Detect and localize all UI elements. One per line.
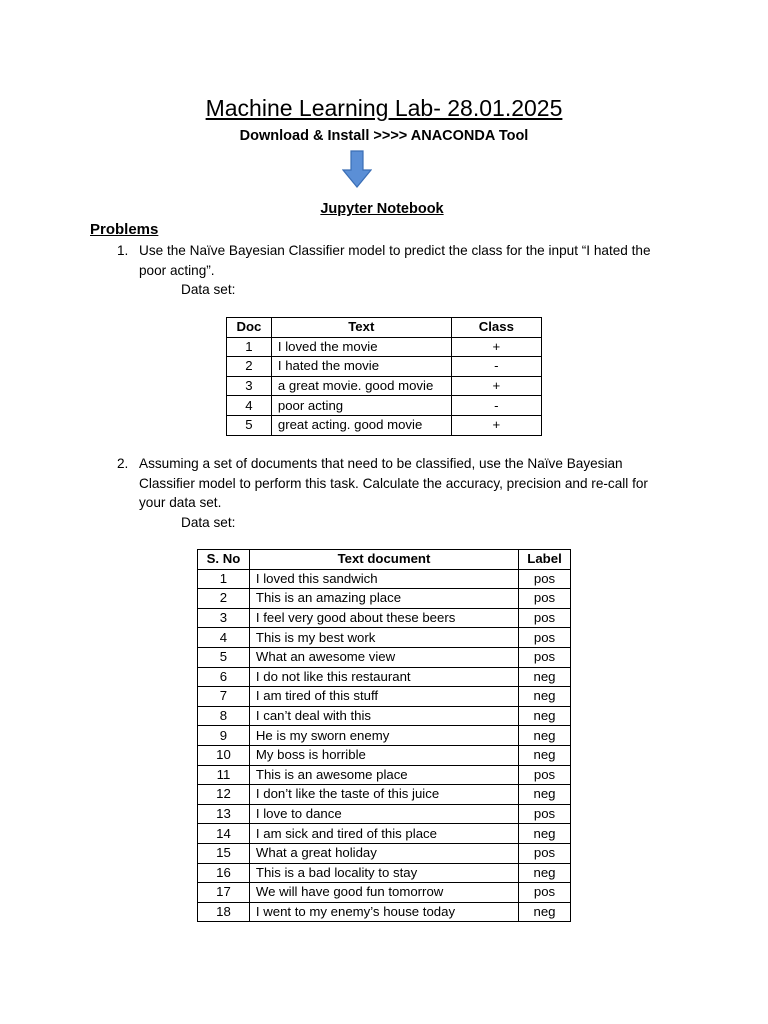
cell-class: - — [451, 396, 541, 416]
cell-sno: 6 — [198, 667, 250, 687]
cell-sno: 18 — [198, 902, 250, 922]
cell-text-document: What a great holiday — [249, 843, 518, 863]
table-row — [198, 569, 571, 589]
table-row — [198, 863, 571, 883]
cell-class: + — [451, 415, 541, 435]
cell-label: pos — [519, 608, 571, 628]
cell-label: neg — [519, 726, 571, 746]
cell-label: pos — [519, 765, 571, 785]
table-row — [198, 804, 571, 824]
table-row — [227, 357, 542, 377]
cell-sno: 10 — [198, 745, 250, 765]
dataset-table-2 — [197, 549, 571, 922]
cell-label: neg — [519, 863, 571, 883]
tool-name: Jupyter Notebook — [320, 201, 444, 217]
table-row — [198, 902, 571, 922]
column-header-label: Label — [519, 550, 571, 570]
cell-label: pos — [519, 883, 571, 903]
cell-sno: 13 — [198, 804, 250, 824]
table-row — [198, 589, 571, 609]
cell-sno: 17 — [198, 883, 250, 903]
cell-sno: 8 — [198, 706, 250, 726]
cell-label: pos — [519, 569, 571, 589]
section-heading: Problems — [90, 221, 159, 238]
table-row — [198, 687, 571, 707]
cell-text-document: I do not like this restaurant — [249, 667, 518, 687]
cell-label: neg — [519, 745, 571, 765]
cell-label: pos — [519, 628, 571, 648]
table-row — [198, 883, 571, 903]
cell-text-document: My boss is horrible — [249, 745, 518, 765]
cell-class: - — [451, 357, 541, 377]
cell-text: I hated the movie — [271, 357, 451, 377]
cell-label: neg — [519, 687, 571, 707]
cell-doc: 5 — [227, 415, 272, 435]
cell-sno: 14 — [198, 824, 250, 844]
cell-text: poor acting — [271, 396, 451, 416]
down-arrow-icon — [342, 150, 372, 188]
cell-text-document: I am sick and tired of this place — [249, 824, 518, 844]
dataset-table-1 — [226, 317, 542, 436]
column-header-sno: S. No — [198, 550, 250, 570]
problem-1-number: 1. — [117, 243, 129, 258]
cell-text-document: I loved this sandwich — [249, 569, 518, 589]
problem-2-dataset-label: Data set: — [181, 514, 236, 530]
table-row — [198, 628, 571, 648]
cell-label: pos — [519, 647, 571, 667]
down-arrow-shape — [343, 151, 371, 187]
cell-text-document: I don’t like the taste of this juice — [249, 785, 518, 805]
cell-class: + — [451, 337, 541, 357]
cell-sno: 1 — [198, 569, 250, 589]
cell-label: neg — [519, 824, 571, 844]
cell-sno: 11 — [198, 765, 250, 785]
cell-text-document: This is my best work — [249, 628, 518, 648]
table-row — [198, 647, 571, 667]
column-header-doc: Doc — [227, 318, 272, 338]
table-row — [198, 726, 571, 746]
cell-text-document: I am tired of this stuff — [249, 687, 518, 707]
cell-sno: 16 — [198, 863, 250, 883]
table-header-row — [227, 318, 542, 338]
table-row — [198, 843, 571, 863]
cell-text-document: This is an amazing place — [249, 589, 518, 609]
subtitle: Download & Install >>>> ANACONDA Tool — [239, 128, 529, 144]
cell-text-document: He is my sworn enemy — [249, 726, 518, 746]
cell-sno: 7 — [198, 687, 250, 707]
problem-2 — [117, 454, 677, 532]
table-header-row — [198, 550, 571, 570]
cell-label: pos — [519, 589, 571, 609]
table-row — [198, 706, 571, 726]
cell-label: neg — [519, 902, 571, 922]
cell-text-document: I feel very good about these beers — [249, 608, 518, 628]
problem-1 — [117, 241, 677, 300]
problem-2-number: 2. — [117, 456, 129, 471]
cell-doc: 3 — [227, 376, 272, 396]
cell-text-document: I went to my enemy’s house today — [249, 902, 518, 922]
cell-label: pos — [519, 804, 571, 824]
cell-sno: 2 — [198, 589, 250, 609]
table-row — [227, 337, 542, 357]
column-header-text-document: Text document — [249, 550, 518, 570]
table-row — [198, 765, 571, 785]
problem-1-text: Use the Naïve Bayesian Classifier model to predict the class for the input “I hated the poor acting”. — [139, 243, 651, 278]
cell-label: neg — [519, 706, 571, 726]
cell-sno: 3 — [198, 608, 250, 628]
table-row — [227, 376, 542, 396]
table-row — [198, 667, 571, 687]
cell-sno: 15 — [198, 843, 250, 863]
column-header-class: Class — [451, 318, 541, 338]
document-title: Machine Learning Lab- 28.01.2025 — [205, 95, 563, 121]
cell-sno: 9 — [198, 726, 250, 746]
cell-sno: 12 — [198, 785, 250, 805]
problem-1-dataset-label: Data set: — [181, 282, 236, 297]
cell-text: a great movie. good movie — [271, 376, 451, 396]
table-row — [227, 396, 542, 416]
cell-text-document: We will have good fun tomorrow — [249, 883, 518, 903]
table-row — [198, 824, 571, 844]
problem-2-text: Assuming a set of documents that need to be classified, use the Naïve Bayesian Classifier model to perform this task. Calculate the accuracy, precision and re-call for your data set. — [139, 456, 648, 510]
cell-text-document: This is an awesome place — [249, 765, 518, 785]
cell-doc: 1 — [227, 337, 272, 357]
cell-sno: 5 — [198, 647, 250, 667]
cell-label: pos — [519, 843, 571, 863]
cell-doc: 2 — [227, 357, 272, 377]
cell-text-document: I love to dance — [249, 804, 518, 824]
table-row — [198, 608, 571, 628]
table-row — [198, 745, 571, 765]
cell-text-document: I can’t deal with this — [249, 706, 518, 726]
cell-text: I loved the movie — [271, 337, 451, 357]
cell-text-document: What an awesome view — [249, 647, 518, 667]
column-header-text: Text — [271, 318, 451, 338]
cell-label: neg — [519, 667, 571, 687]
table-row — [227, 415, 542, 435]
table-row — [198, 785, 571, 805]
cell-class: + — [451, 376, 541, 396]
cell-text: great acting. good movie — [271, 415, 451, 435]
cell-doc: 4 — [227, 396, 272, 416]
cell-text-document: This is a bad locality to stay — [249, 863, 518, 883]
cell-label: neg — [519, 785, 571, 805]
cell-sno: 4 — [198, 628, 250, 648]
